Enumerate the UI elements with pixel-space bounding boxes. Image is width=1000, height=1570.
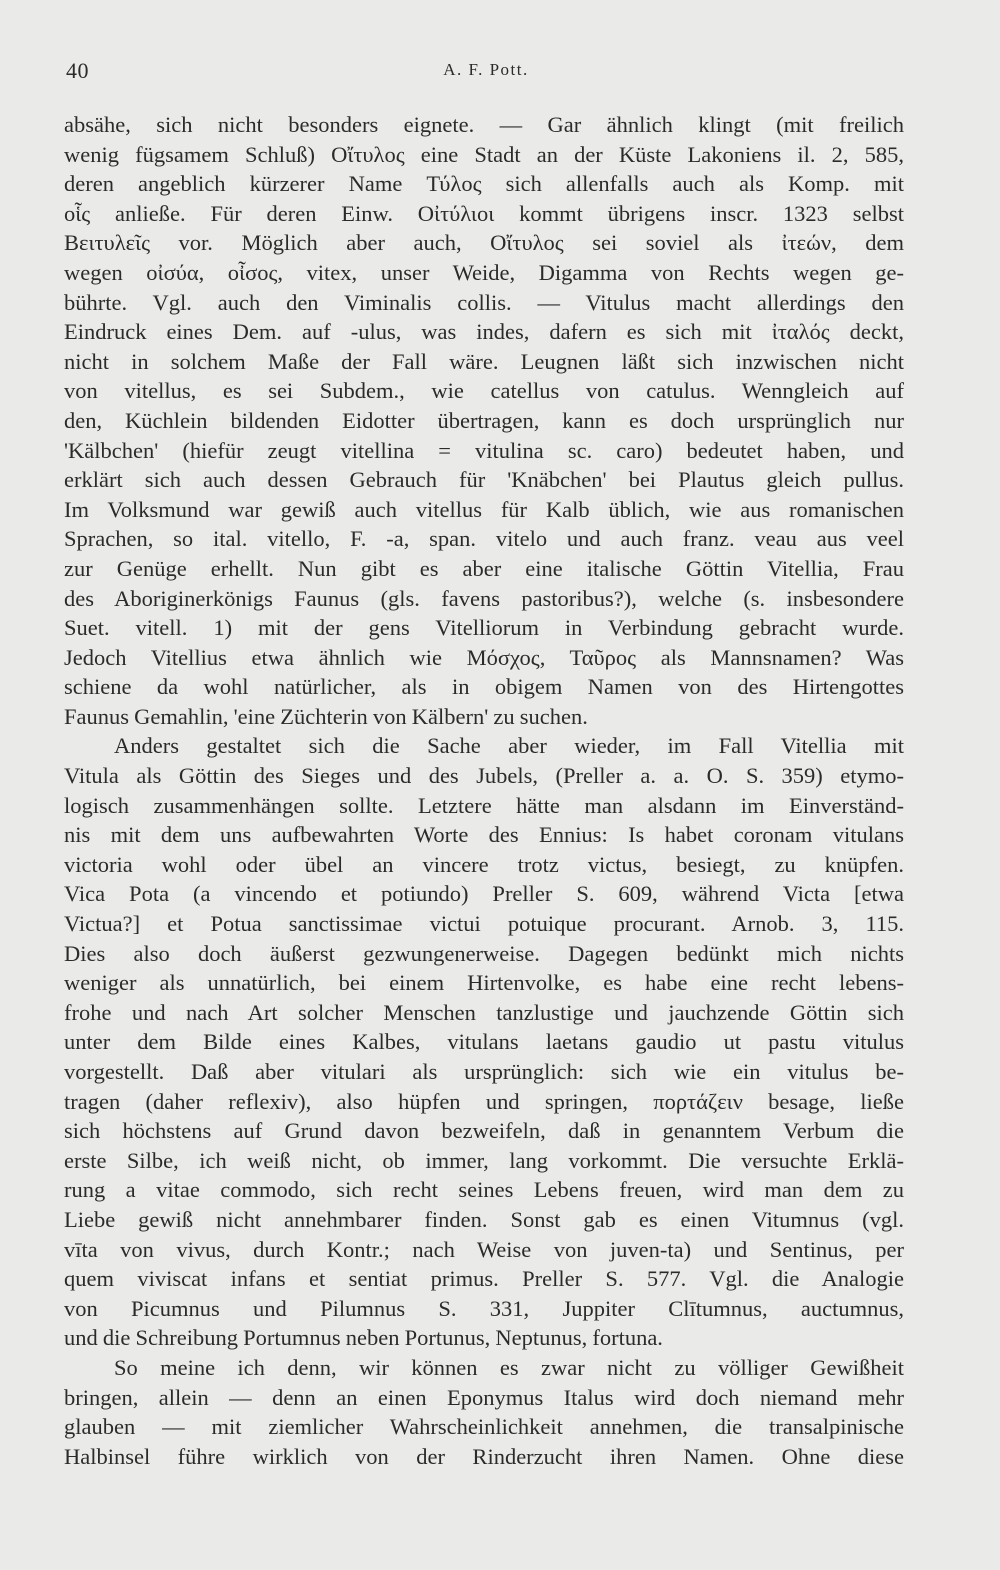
text-line: des Aboriginerkönigs Faunus (gls. favens pastoribus?), welche (s. insbesondere [64,585,904,611]
text-line: wenig fügsamem Schluß) Οἴτυλος eine Stadt an der Küste Lakoniens il. 2, 585, [64,141,904,167]
text-line: absähe, sich nicht besonders eignete. — Gar ähnlich klingt (mit freilich [64,112,904,137]
text-line: nis mit dem uns aufbewahrten Worte des Ennius: Is habet coronam vitulans [64,822,904,848]
text-line: schiene da wohl natürlicher, als in obigem Namen von des Hirtengottes [64,674,904,700]
text-line: quem viviscat infans et sentiat primus. Preller S. 577. Vgl. die Analogie [64,1266,904,1292]
text-line: und die Schreibung Portumnus neben Portunus, Neptunus, fortuna. [64,1325,663,1351]
text-line: victoria wohl oder übel an vincere trotz victus, besiegt, zu knüpfen. [64,851,904,877]
text-line: Eindruck eines Dem. auf -ulus, was indes, dafern es sich mit ἰταλός deckt, [64,319,904,345]
text-line: Liebe gewiß nicht annehmbarer finden. Sonst gab es einen Vitumnus (vgl. [64,1206,904,1232]
text-line: wegen οἰσύα, οἶσος, vitex, unser Weide, Digamma von Rechts wegen ge- [64,259,904,285]
text-line: Sprachen, so ital. vitello, F. -a, span. vitelo und auch franz. veau aus veel [64,526,904,552]
text-line: sich höchstens auf Grund davon bezweifeln, daß in genanntem Verbum die [64,1118,904,1144]
text-line: Βειτυλεῖς vor. Möglich aber auch, Οἴτυλος sei soviel als ἰτεών, dem [64,230,904,256]
text-line: Dies also doch äußerst gezwungenerweise. Dagegen bedünkt mich nichts [64,940,904,966]
text-line: unter dem Bilde eines Kalbes, vitulans laetans gaudio ut pastu vitulus [64,1029,904,1055]
text-line: Victua?] et Potua sanctissimae victui potuique procurant. Arnob. 3, 115. [64,911,904,937]
text-line: von Picumnus und Pilumnus S. 331, Juppiter Clītumnus, auctumnus, [64,1295,904,1321]
text-line: bringen, allein — denn an einen Eponymus Italus wird doch niemand mehr [64,1384,904,1410]
page-number: 40 [66,58,89,83]
text-line: bührte. Vgl. auch den Viminalis collis. — Vitulus macht allerdings den [64,289,904,315]
text-line: rung a vitae commodo, sich recht seines Lebens freuen, wird man dem zu [64,1177,904,1203]
text-line: von vitellus, es sei Subdem., wie catellus von catulus. Wenngleich auf [64,378,904,404]
text-line: Vica Pota (a vincendo et potiundo) Preller S. 609, während Victa [etwa [64,881,904,907]
body-text [64,110,904,1471]
text-line: deren angeblich kürzerer Name Τύλος sich allenfalls auch als Komp. mit [64,171,904,197]
text-line: erklärt sich auch dessen Gebrauch für 'Knäbchen' bei Plautus gleich pullus. [64,467,904,493]
text-line: Anders gestaltet sich die Sache aber wieder, im Fall Vitellia mit [114,733,904,759]
text-line: vorgestellt. Daß aber vitulari als ursprünglich: sich wie ein vitulus be- [64,1059,904,1084]
text-line: Im Volksmund war gewiß auch vitellus für Kalb üblich, wie aus romanischen [64,496,904,522]
text-line: den, Küchlein bildenden Eidotter übertragen, kann es doch ursprünglich nur [64,407,904,433]
text-line: glauben — mit ziemlicher Wahrscheinlichkeit annehmen, die transalpinische [64,1414,904,1440]
text-line: logisch zusammenhängen sollte. Letztere hätte man alsdann im Einverständ- [64,792,904,818]
text-line: Suet. vitell. 1) mit der gens Vitelliorum in Verbindung gebracht wurde. [64,615,904,641]
text-line: Halbinsel führe wirklich von der Rinderzucht ihren Namen. Ohne diese [64,1443,904,1469]
text-line: zur Genüge erhellt. Nun gibt es aber eine italische Göttin Vitellia, Frau [64,555,904,581]
text-line: weniger als unnatürlich, bei einem Hirtenvolke, es habe eine recht lebens- [64,970,904,996]
text-line: οἷς anließe. Für deren Einw. Οἰτύλιοι kommt übrigens inscr. 1323 selbst [64,200,904,226]
text-line: erste Silbe, ich weiß nicht, ob immer, lang vorkommt. Die versuchte Erklä- [64,1147,904,1173]
text-line: vīta von vivus, durch Kontr.; nach Weise von juven-ta) und Sentinus, per [64,1236,904,1262]
text-line: frohe und nach Art solcher Menschen tanzlustige und jauchzende Göttin sich [64,999,904,1025]
running-head: A. F. Pott. [443,60,529,79]
text-line: So meine ich denn, wir können es zwar nicht zu völliger Gewißheit [114,1354,904,1380]
text-line: Jedoch Vitellius etwa ähnlich wie Μόσχος, Ταῦρος als Mannsnamen? Was [64,644,904,670]
text-line: tragen (daher reflexiv), also hüpfen und springen, πορτάζειν besage, ließe [64,1088,904,1114]
text-line: Faunus Gemahlin, 'eine Züchterin von Kälbern' zu suchen. [64,703,588,729]
text-line: 'Kälbchen' (hiefür zeugt vitellina = vitulina sc. caro) bedeutet haben, und [64,437,904,463]
page-header [66,58,906,88]
text-line: nicht in solchem Maße der Fall wäre. Leugnen läßt sich inzwischen nicht [64,348,904,374]
text-line: Vitula als Göttin des Sieges und des Jubels, (Preller a. a. O. S. 359) etymo- [64,763,904,789]
